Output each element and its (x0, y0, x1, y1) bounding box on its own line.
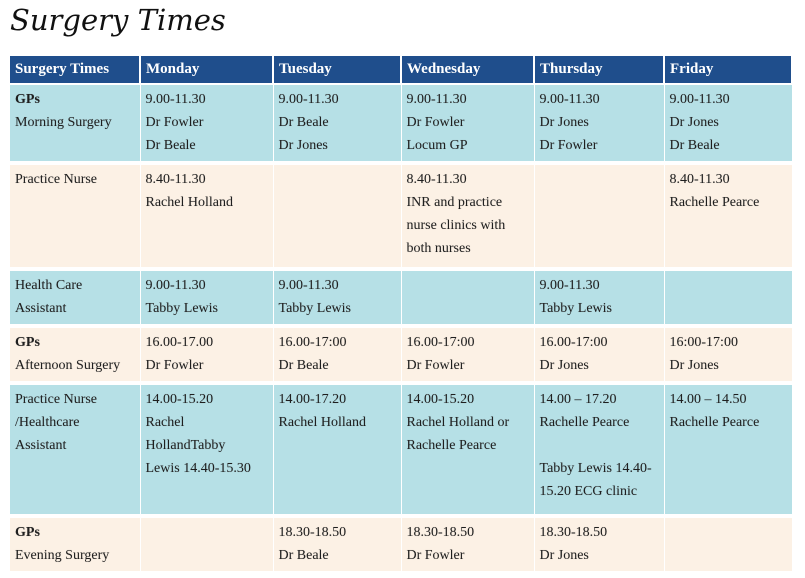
row-label (10, 516, 140, 573)
table-cell-monday: 9.00-11.30 Dr Fowler Dr Beale (140, 84, 273, 163)
table-cell-thursday (534, 163, 664, 269)
row-label-text: Afternoon Surgery (15, 358, 121, 373)
table-cell-wednesday: 14.00-15.20 Rachel Holland or Rachelle Pearce (401, 383, 534, 516)
table-cell-tuesday (273, 163, 401, 269)
row-label-text: Evening Surgery (15, 548, 110, 563)
table-cell-monday (140, 516, 273, 573)
table-cell-wednesday: 16.00-17:00 Dr Fowler (401, 326, 534, 383)
table-row (10, 516, 792, 573)
row-label-text: Morning Surgery (15, 115, 112, 130)
row-label-text: Health Care Assistant (15, 278, 83, 316)
table-cell-wednesday: 9.00-11.30 Dr Fowler Locum GP (401, 84, 534, 163)
row-label (10, 326, 140, 383)
page-title: Surgery Times (10, 3, 226, 37)
column-header-thursday: Thursday (534, 56, 664, 84)
row-label (10, 163, 140, 269)
table-cell-tuesday: 9.00-11.30 Tabby Lewis (273, 269, 401, 326)
table-cell-friday: 16:00-17:00 Dr Jones (664, 326, 792, 383)
table-cell-monday: 14.00-15.20 Rachel HollandTabby Lewis 14.40-15.30 (140, 383, 273, 516)
table-cell-tuesday: 18.30-18.50 Dr Beale (273, 516, 401, 573)
table-cell-thursday: 9.00-11.30 Tabby Lewis (534, 269, 664, 326)
table-cell-monday: 16.00-17.00 Dr Fowler (140, 326, 273, 383)
table-cell-friday: 14.00 – 14.50 Rachelle Pearce (664, 383, 792, 516)
table-cell-tuesday: 16.00-17:00 Dr Beale (273, 326, 401, 383)
table-cell-friday: 8.40-11.30 Rachelle Pearce (664, 163, 792, 269)
table-cell-thursday: 18.30-18.50 Dr Jones (534, 516, 664, 573)
table-cell-friday (664, 516, 792, 573)
surgery-times-table (10, 56, 793, 575)
row-label (10, 383, 140, 516)
table-row (10, 163, 792, 269)
table-cell-tuesday: 14.00-17.20 Rachel Holland (273, 383, 401, 516)
table-cell-thursday: 9.00-11.30 Dr Jones Dr Fowler (534, 84, 664, 163)
column-header-wednesday: Wednesday (401, 56, 534, 84)
column-header-tuesday: Tuesday (273, 56, 401, 84)
table-row (10, 84, 792, 163)
table-row (10, 383, 792, 516)
table-cell-friday: 9.00-11.30 Dr Jones Dr Beale (664, 84, 792, 163)
table-cell-wednesday (401, 269, 534, 326)
table-row (10, 269, 792, 326)
row-label-bold: GPs (15, 335, 40, 350)
table-cell-friday (664, 269, 792, 326)
column-header-friday: Friday (664, 56, 792, 84)
row-label-bold: GPs (15, 92, 40, 107)
table-cell-tuesday: 9.00-11.30 Dr Beale Dr Jones (273, 84, 401, 163)
row-label (10, 269, 140, 326)
column-header-surgery-times: Surgery Times (10, 56, 140, 84)
column-header-monday: Monday (140, 56, 273, 84)
table-cell-thursday: 16.00-17:00 Dr Jones (534, 326, 664, 383)
table-cell-thursday: 14.00 – 17.20 Rachelle Pearce Tabby Lewis 14.40- 15.20 ECG clinic (534, 383, 664, 516)
table-cell-wednesday: 18.30-18.50 Dr Fowler (401, 516, 534, 573)
row-label-text: Practice Nurse /Healthcare Assistant (15, 392, 98, 453)
table-cell-monday: 8.40-11.30 Rachel Holland (140, 163, 273, 269)
table-header-row (10, 56, 792, 84)
table-cell-monday: 9.00-11.30 Tabby Lewis (140, 269, 273, 326)
row-label (10, 84, 140, 163)
row-label-bold: GPs (15, 525, 40, 540)
table-row (10, 326, 792, 383)
table-cell-wednesday: 8.40-11.30 INR and practice nurse clinics with both nurses (401, 163, 534, 269)
row-label-text: Practice Nurse (15, 172, 98, 187)
